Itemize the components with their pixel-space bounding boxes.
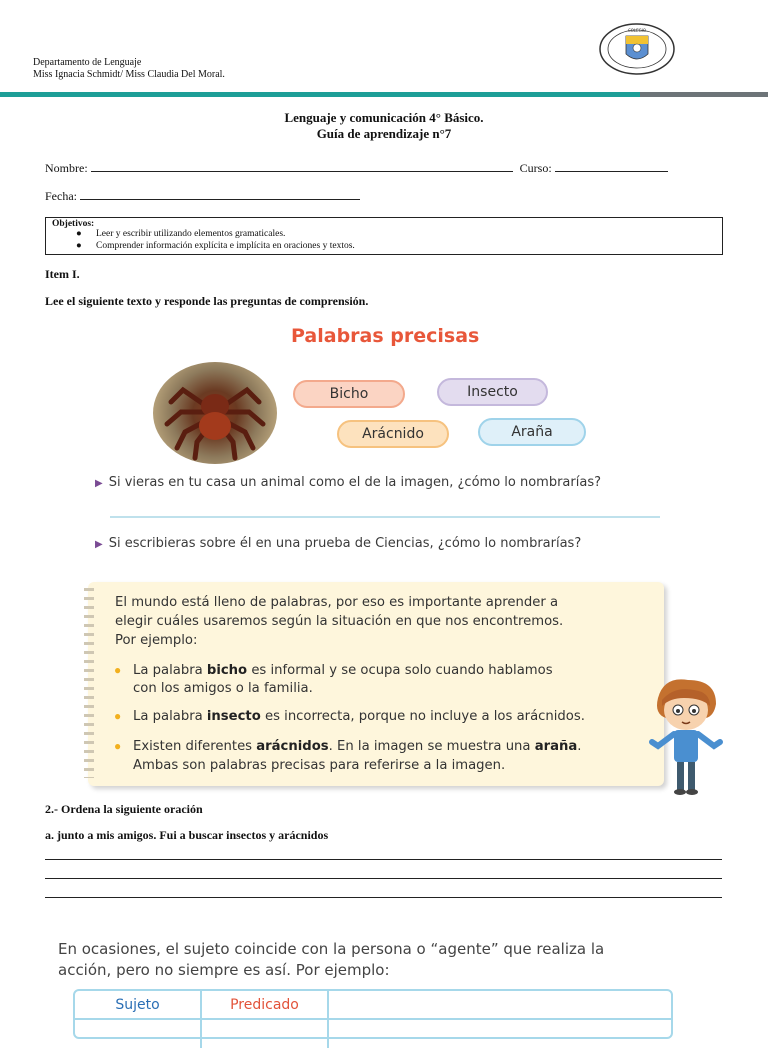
item-1-instruction: Lee el siguiente texto y responde las preguntas de comprensión. bbox=[45, 294, 369, 308]
triangle-bullet-icon: ▶ bbox=[95, 478, 103, 489]
note-intro-3: Por ejemplo: bbox=[115, 633, 198, 648]
spider-icon bbox=[153, 362, 277, 464]
curso-field[interactable] bbox=[555, 160, 668, 172]
bullet-icon: ● bbox=[76, 229, 82, 239]
bullet-icon: ● bbox=[114, 739, 122, 753]
question-2-text: Si escribieras sobre él en una prueba de Ciencias, ¿cómo lo nombrarías? bbox=[108, 536, 582, 551]
note-bullet-2 bbox=[133, 708, 585, 725]
note-text: . bbox=[577, 739, 582, 754]
objectives-heading: Objetivos: bbox=[52, 219, 95, 229]
item-2-sentence: a. junto a mis amigos. Fui a buscar insectos y arácnidos bbox=[45, 828, 329, 842]
nombre-label: Nombre: bbox=[45, 161, 88, 175]
note-intro-2: elegir cuáles usaremos según la situación en que nos encontremos. bbox=[115, 614, 564, 629]
page-title bbox=[0, 110, 768, 142]
objective-item: Leer y escribir utilizando elementos gramaticales. bbox=[96, 229, 286, 239]
subject-predicate-table bbox=[73, 989, 673, 1039]
answer-line[interactable] bbox=[45, 878, 722, 879]
bullet-icon: ● bbox=[114, 709, 122, 723]
header-sujeto: Sujeto bbox=[75, 991, 202, 1018]
fecha-row bbox=[45, 188, 360, 204]
explanation-line-1: En ocasiones, el sujeto coincide con la persona o “agente” que realiza la bbox=[58, 940, 605, 958]
bullet-icon: ● bbox=[76, 241, 82, 251]
table-divider bbox=[200, 1018, 202, 1048]
fecha-label: Fecha: bbox=[45, 189, 77, 203]
word-pill-bicho: Bicho bbox=[293, 380, 405, 408]
note-bold-word: arácnidos bbox=[256, 739, 329, 754]
department-name: Departamento de Lenguaje bbox=[33, 57, 142, 68]
note-text: es incorrecta, porque no incluye a los arácnidos. bbox=[260, 709, 585, 724]
fecha-field[interactable] bbox=[80, 188, 360, 200]
note-text: es informal y se ocupa solo cuando hablamos bbox=[247, 663, 553, 678]
note-bullet-1 bbox=[133, 662, 553, 679]
subject-explanation bbox=[58, 939, 604, 981]
bullet-icon: ● bbox=[114, 663, 122, 677]
table-header-row bbox=[75, 991, 671, 1020]
note-bold-word: insecto bbox=[206, 709, 261, 724]
note-text: La palabra bbox=[133, 663, 207, 678]
cartoon-boy-illustration bbox=[644, 676, 726, 796]
note-bullet-3-line-2: Ambas son palabras precisas para referirse a la imagen. bbox=[133, 758, 506, 773]
item-1-label: Item I. bbox=[45, 267, 80, 281]
note-text: La palabra bbox=[133, 709, 207, 724]
word-pill-arana: Araña bbox=[478, 418, 586, 446]
note-bullet-3 bbox=[133, 738, 582, 755]
header-predicado: Predicado bbox=[202, 991, 329, 1018]
note-bullet-1-line-2: con los amigos o la familia. bbox=[133, 681, 313, 696]
note-intro-1: El mundo está lleno de palabras, por eso es importante aprender a bbox=[115, 595, 559, 610]
note-text: Existen diferentes bbox=[133, 739, 257, 754]
header-gray-bar bbox=[640, 92, 768, 97]
question-1 bbox=[95, 475, 601, 490]
title-line-2: Guía de aprendizaje n°7 bbox=[316, 126, 452, 141]
question-2 bbox=[95, 536, 581, 551]
item-2-heading: 2.- Ordena la siguiente oración bbox=[45, 802, 203, 816]
teachers-names: Miss Ignacia Schmidt/ Miss Claudia Del Moral. bbox=[33, 69, 225, 80]
note-bold-word: bicho bbox=[206, 663, 248, 678]
note-bold-word: araña bbox=[534, 739, 578, 754]
question-1-text: Si vieras en tu casa un animal como el de la imagen, ¿cómo lo nombrarías? bbox=[108, 475, 601, 490]
header-accent-bar bbox=[0, 92, 640, 97]
notebook-spiral bbox=[84, 588, 94, 778]
word-pill-insecto: Insecto bbox=[437, 378, 548, 406]
svg-text:COLEGIO: COLEGIO bbox=[627, 28, 647, 33]
info-note-card bbox=[88, 582, 664, 786]
title-line-1: Lenguaje y comunicación 4° Básico. bbox=[284, 110, 484, 125]
objectives-box bbox=[45, 217, 723, 255]
answer-line-1[interactable] bbox=[110, 516, 660, 518]
table-divider bbox=[327, 1018, 329, 1048]
nombre-field[interactable] bbox=[91, 160, 513, 172]
header-text bbox=[33, 57, 225, 81]
school-logo bbox=[598, 22, 676, 76]
curso-label: Curso: bbox=[519, 161, 552, 175]
answer-line[interactable] bbox=[45, 897, 722, 898]
word-pill-aracnido: Arácnido bbox=[337, 420, 449, 448]
triangle-bullet-icon: ▶ bbox=[95, 539, 103, 550]
explanation-line-2: acción, pero no siempre es así. Por ejemplo: bbox=[58, 961, 390, 979]
spider-photo bbox=[153, 362, 277, 464]
textbook-title: Palabras precisas bbox=[291, 325, 480, 347]
objective-item: Comprender información explícita e implícita en oraciones y textos. bbox=[96, 241, 355, 251]
answer-line[interactable] bbox=[45, 859, 722, 860]
nombre-row bbox=[45, 160, 668, 176]
note-text: . En la imagen se muestra una bbox=[328, 739, 535, 754]
